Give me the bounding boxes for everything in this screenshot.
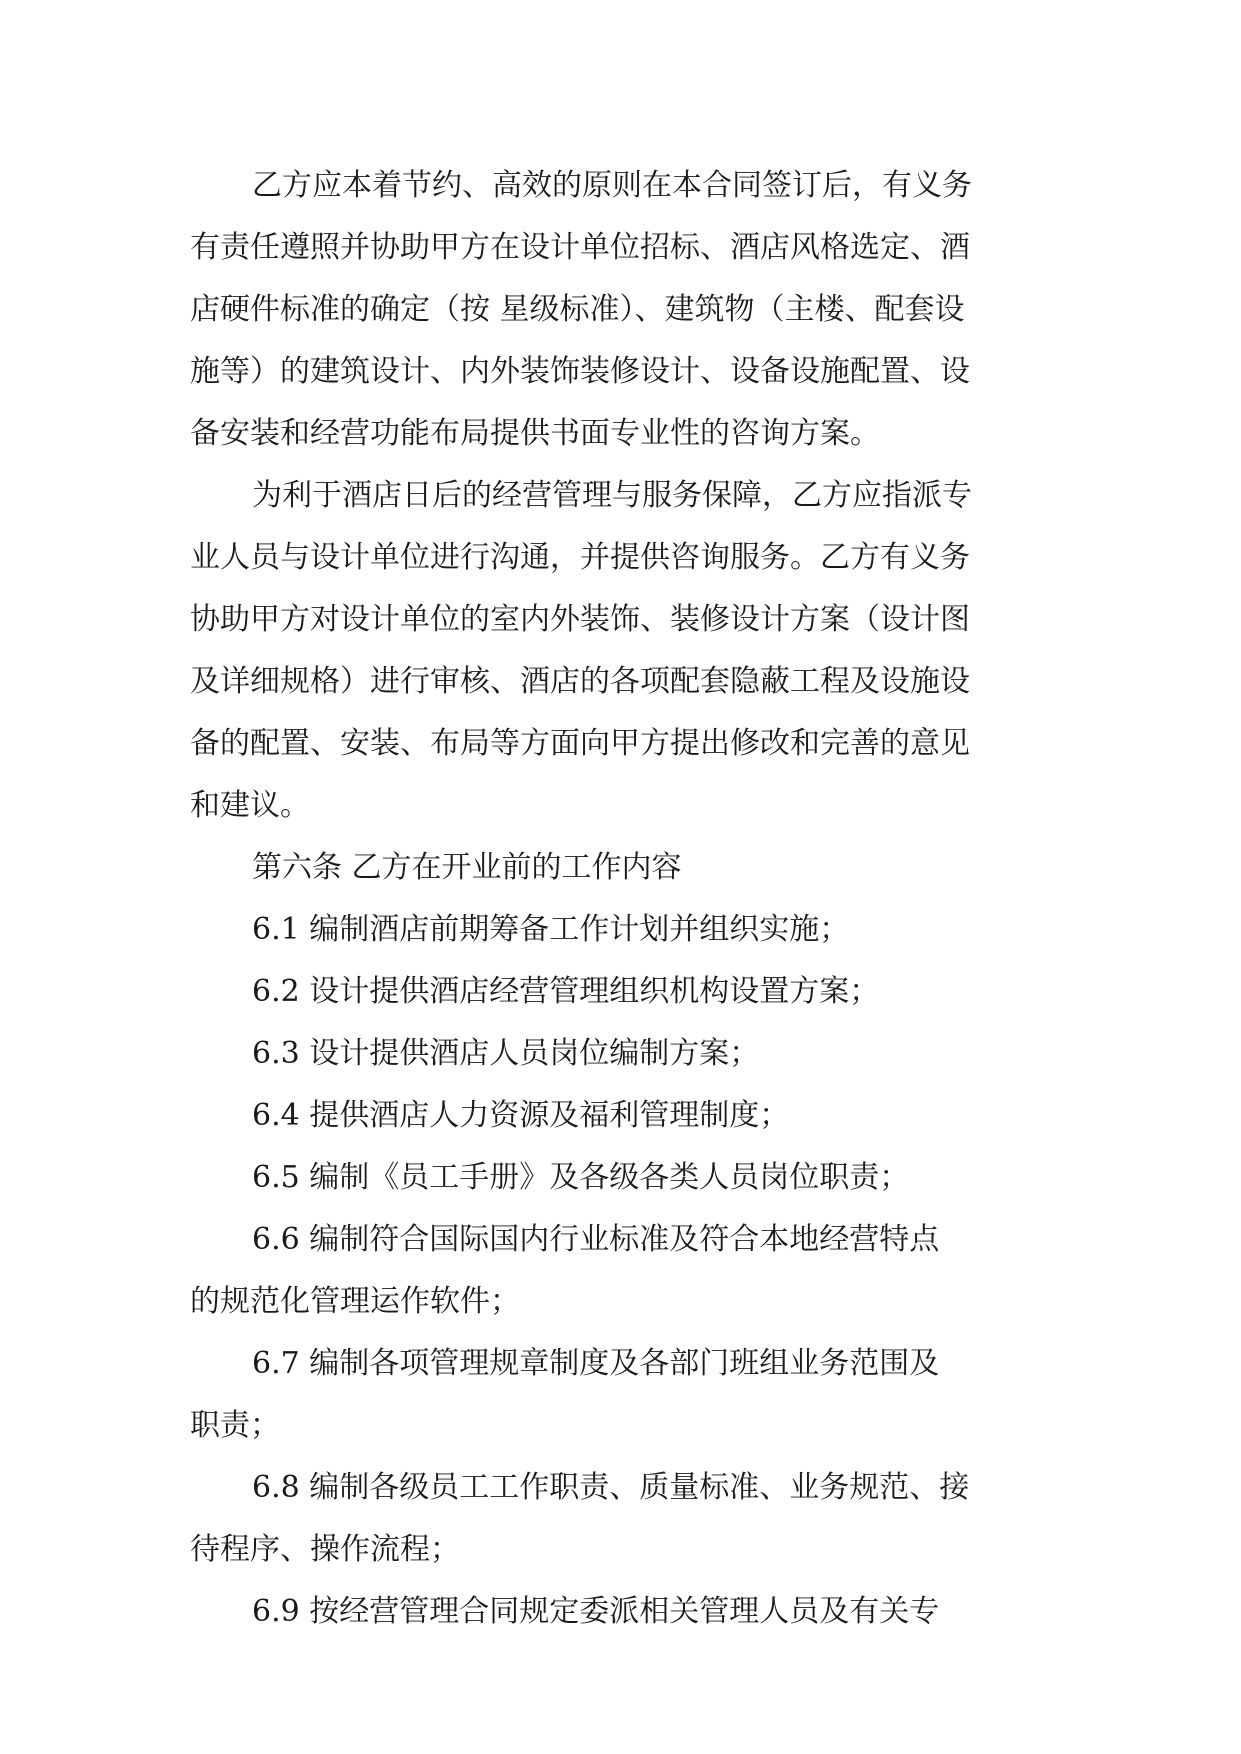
list-item-continuation: 职责；	[190, 1408, 280, 1443]
text-line: 店硬件标准的确定（按 星级标准）、建筑物（主楼、配套设	[190, 292, 965, 327]
text-line: 及详细规格）进行审核、酒店的各项配套隐蔽工程及设施设	[190, 664, 970, 699]
text-line: 备安装和经营功能布局提供书面专业性的咨询方案。	[190, 416, 880, 451]
list-item: 6.5 编制《员工手册》及各级各类人员岗位职责；	[252, 1160, 910, 1195]
text-line: 为利于酒店日后的经营管理与服务保障，乙方应指派专	[252, 478, 972, 513]
text-line: 备的配置、安装、布局等方面向甲方提出修改和完善的意见	[190, 726, 970, 761]
text-line: 业人员与设计单位进行沟通，并提供咨询服务。乙方有义务	[190, 540, 970, 575]
text-line: 施等）的建筑设计、内外装饰装修设计、设备设施配置、设	[190, 354, 970, 389]
text-line: 和建议。	[190, 788, 310, 823]
text-line: 有责任遵照并协助甲方在设计单位招标、酒店风格选定、酒	[190, 230, 970, 265]
list-item: 6.6 编制符合国际国内行业标准及符合本地经营特点	[252, 1222, 940, 1257]
list-item: 6.9 按经营管理合同规定委派相关管理人员及有关专	[252, 1594, 940, 1629]
list-item-continuation: 的规范化管理运作软件；	[190, 1284, 520, 1319]
list-item: 6.1 编制酒店前期筹备工作计划并组织实施；	[252, 912, 850, 947]
text-line: 协助甲方对设计单位的室内外装饰、装修设计方案（设计图	[190, 602, 970, 637]
list-item-continuation: 待程序、操作流程；	[190, 1532, 460, 1567]
list-item: 6.2 设计提供酒店经营管理组织机构设置方案；	[252, 974, 880, 1009]
list-item: 6.4 提供酒店人力资源及福利管理制度；	[252, 1098, 790, 1133]
list-item: 6.8 编制各级员工工作职责、质量标准、业务规范、接	[252, 1470, 970, 1505]
list-item: 6.7 编制各项管理规章制度及各部门班组业务范围及	[252, 1346, 940, 1381]
list-item: 6.3 设计提供酒店人员岗位编制方案；	[252, 1036, 760, 1071]
text-line: 乙方应本着节约、高效的原则在本合同签订后，有义务	[252, 168, 972, 203]
section-heading: 第六条 乙方在开业前的工作内容	[252, 850, 682, 885]
